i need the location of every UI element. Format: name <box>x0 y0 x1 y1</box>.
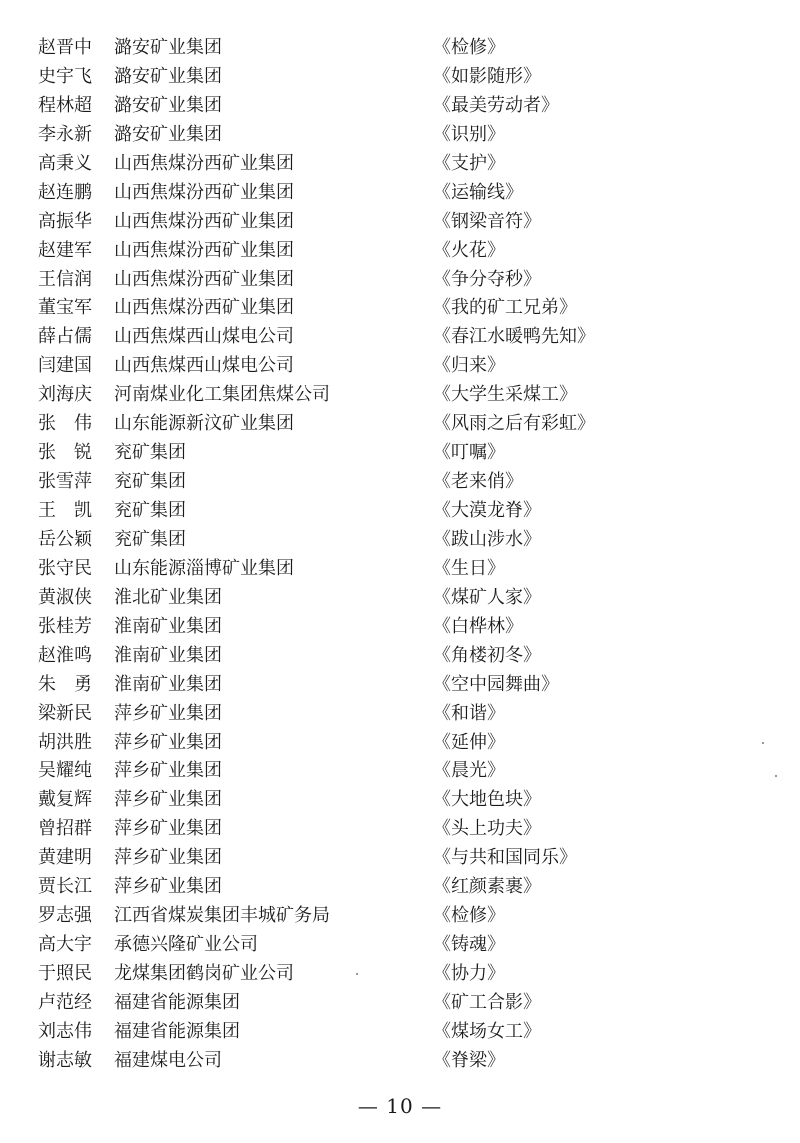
author-name: 史宇飞 <box>38 65 92 87</box>
organization: 兖矿集团 <box>114 528 186 550</box>
work-title: 《白桦林》 <box>433 615 523 637</box>
author-name: 黄建明 <box>38 847 92 869</box>
work-title: 《大漠龙脊》 <box>433 500 541 521</box>
author-name: 梁新民 <box>38 702 92 724</box>
list-item <box>0 757 800 786</box>
work-title: 《老来俏》 <box>433 471 523 493</box>
author-name: 张雪萍 <box>38 471 92 493</box>
author-name: 赵建军 <box>38 239 92 261</box>
list-item <box>0 208 800 237</box>
organization: 萍乡矿业集团 <box>114 876 222 898</box>
work-title: 《如影随形》 <box>433 65 541 87</box>
list-item <box>0 323 800 352</box>
organization: 淮南矿业集团 <box>114 644 222 666</box>
scan-speck <box>775 775 777 777</box>
list-item <box>0 584 800 613</box>
author-name: 高秉义 <box>38 152 92 174</box>
work-title: 《钢梁音符》 <box>433 210 541 232</box>
list-item <box>0 92 800 121</box>
author-name: 吴耀纯 <box>38 760 92 782</box>
author-name: 高大宇 <box>38 934 92 956</box>
author-name: 罗志强 <box>38 905 92 927</box>
work-title: 《最美劳动者》 <box>433 94 559 116</box>
work-title: 《风雨之后有彩虹》 <box>433 413 595 435</box>
list-item <box>0 902 800 931</box>
work-title: 《煤矿人家》 <box>433 586 541 608</box>
author-name: 戴复辉 <box>38 789 92 811</box>
organization: 福建省能源集团 <box>114 991 240 1013</box>
work-title: 《生日》 <box>433 557 505 579</box>
organization: 淮南矿业集团 <box>114 615 222 637</box>
work-title: 《脊梁》 <box>433 1049 505 1071</box>
work-title: 《识别》 <box>433 123 505 145</box>
scan-speck <box>356 973 358 975</box>
work-title: 《红颜素裹》 <box>433 876 541 898</box>
list-item <box>0 410 800 439</box>
list-item <box>0 121 800 150</box>
organization: 萍乡矿业集团 <box>114 847 222 869</box>
organization: 山西焦煤西山煤电公司 <box>114 326 294 348</box>
author-name: 黄淑侠 <box>38 586 92 608</box>
work-title: 《晨光》 <box>433 760 505 782</box>
work-title: 《与共和国同乐》 <box>433 847 577 869</box>
list-item <box>0 786 800 815</box>
work-title: 《空中园舞曲》 <box>433 673 559 695</box>
author-name: 贾长江 <box>38 876 92 898</box>
author-name: 李永新 <box>38 123 92 145</box>
work-title: 《火花》 <box>433 239 505 261</box>
organization: 山西焦煤汾西矿业集团 <box>114 297 294 319</box>
organization: 兖矿集团 <box>114 442 186 464</box>
organization: 河南煤业化工集团焦煤公司 <box>114 384 330 406</box>
author-name: 卢范经 <box>38 991 92 1013</box>
list-item <box>0 381 800 410</box>
list-item <box>0 1047 800 1076</box>
author-name: 曾招群 <box>38 818 92 840</box>
list-item <box>0 989 800 1018</box>
author-name: 王信润 <box>38 268 92 290</box>
list-item <box>0 815 800 844</box>
author-name: 赵淮鸣 <box>38 644 92 666</box>
author-name: 赵晋中 <box>38 37 92 58</box>
list-item <box>0 526 800 555</box>
organization: 江西省煤炭集团丰城矿务局 <box>114 905 330 927</box>
organization: 福建煤电公司 <box>114 1049 222 1071</box>
work-title: 《大地色块》 <box>433 789 541 811</box>
organization: 潞安矿业集团 <box>114 123 222 145</box>
organization: 萍乡矿业集团 <box>114 818 222 840</box>
author-name: 程林超 <box>38 94 92 116</box>
work-title: 《叮嘱》 <box>433 442 505 464</box>
organization: 山西焦煤西山煤电公司 <box>114 355 294 377</box>
list-item <box>0 179 800 208</box>
list-item <box>0 642 800 671</box>
organization: 兖矿集团 <box>114 471 186 493</box>
author-name: 岳公颖 <box>38 528 92 550</box>
author-name: 薛占儒 <box>38 326 92 348</box>
award-list <box>0 34 800 1076</box>
organization: 淮北矿业集团 <box>114 586 222 608</box>
author-name: 董宝军 <box>38 297 92 319</box>
work-title: 《支护》 <box>433 152 505 174</box>
organization: 山西焦煤汾西矿业集团 <box>114 239 294 261</box>
author-name: 闫建国 <box>38 355 92 377</box>
organization: 潞安矿业集团 <box>114 37 222 58</box>
list-item <box>0 671 800 700</box>
organization: 山西焦煤汾西矿业集团 <box>114 181 294 203</box>
author-name: 刘海庆 <box>38 384 92 406</box>
organization: 兖矿集团 <box>114 500 186 521</box>
work-title: 《大学生采煤工》 <box>433 384 577 406</box>
work-title: 《和谐》 <box>433 702 505 724</box>
work-title: 《延伸》 <box>433 731 505 753</box>
author-name: 高振华 <box>38 210 92 232</box>
organization: 萍乡矿业集团 <box>114 789 222 811</box>
list-item <box>0 352 800 381</box>
work-title: 《归来》 <box>433 355 505 377</box>
organization: 福建省能源集团 <box>114 1020 240 1042</box>
list-item <box>0 237 800 266</box>
work-title: 《检修》 <box>433 905 505 927</box>
author-name: 王 凯 <box>38 500 92 521</box>
work-title: 《运输线》 <box>433 181 523 203</box>
list-item <box>0 729 800 758</box>
list-item <box>0 844 800 873</box>
organization: 淮南矿业集团 <box>114 673 222 695</box>
list-item <box>0 150 800 179</box>
list-item <box>0 468 800 497</box>
list-item <box>0 613 800 642</box>
work-title: 《我的矿工兄弟》 <box>433 297 577 319</box>
author-name: 张 锐 <box>38 442 92 464</box>
organization: 山东能源淄博矿业集团 <box>114 557 294 579</box>
organization: 山西焦煤汾西矿业集团 <box>114 210 294 232</box>
list-item <box>0 873 800 902</box>
organization: 山东能源新汶矿业集团 <box>114 413 294 435</box>
list-item <box>0 700 800 729</box>
work-title: 《跋山涉水》 <box>433 528 541 550</box>
organization: 承德兴隆矿业公司 <box>114 934 258 956</box>
work-title: 《协力》 <box>433 963 505 984</box>
list-item <box>0 294 800 323</box>
list-item <box>0 266 800 295</box>
list-item <box>0 555 800 584</box>
author-name: 于照民 <box>38 963 92 984</box>
organization: 萍乡矿业集团 <box>114 731 222 753</box>
author-name: 张守民 <box>38 557 92 579</box>
list-item <box>0 1018 800 1047</box>
list-item <box>0 34 800 63</box>
scan-speck <box>762 742 764 744</box>
author-name: 张 伟 <box>38 413 92 435</box>
work-title: 《检修》 <box>433 37 505 58</box>
author-name: 刘志伟 <box>38 1020 92 1042</box>
work-title: 《头上功夫》 <box>433 818 541 840</box>
work-title: 《角楼初冬》 <box>433 644 541 666</box>
page-number: — 10 — <box>357 1094 443 1118</box>
organization: 山西焦煤汾西矿业集团 <box>114 268 294 290</box>
list-item <box>0 931 800 960</box>
organization: 龙煤集团鹤岗矿业公司 <box>114 963 294 984</box>
organization: 山西焦煤汾西矿业集团 <box>114 152 294 174</box>
author-name: 赵连鹏 <box>38 181 92 203</box>
list-item <box>0 960 800 989</box>
list-item <box>0 63 800 92</box>
author-name: 谢志敏 <box>38 1049 92 1071</box>
work-title: 《春江水暖鸭先知》 <box>433 326 595 348</box>
organization: 萍乡矿业集团 <box>114 702 222 724</box>
organization: 潞安矿业集团 <box>114 65 222 87</box>
work-title: 《铸魂》 <box>433 934 505 956</box>
author-name: 朱 勇 <box>38 673 92 695</box>
list-item <box>0 439 800 468</box>
work-title: 《矿工合影》 <box>433 991 541 1013</box>
work-title: 《煤场女工》 <box>433 1020 541 1042</box>
author-name: 张桂芳 <box>38 615 92 637</box>
author-name: 胡洪胜 <box>38 731 92 753</box>
work-title: 《争分夺秒》 <box>433 268 541 290</box>
list-item <box>0 497 800 526</box>
organization: 潞安矿业集团 <box>114 94 222 116</box>
organization: 萍乡矿业集团 <box>114 760 222 782</box>
